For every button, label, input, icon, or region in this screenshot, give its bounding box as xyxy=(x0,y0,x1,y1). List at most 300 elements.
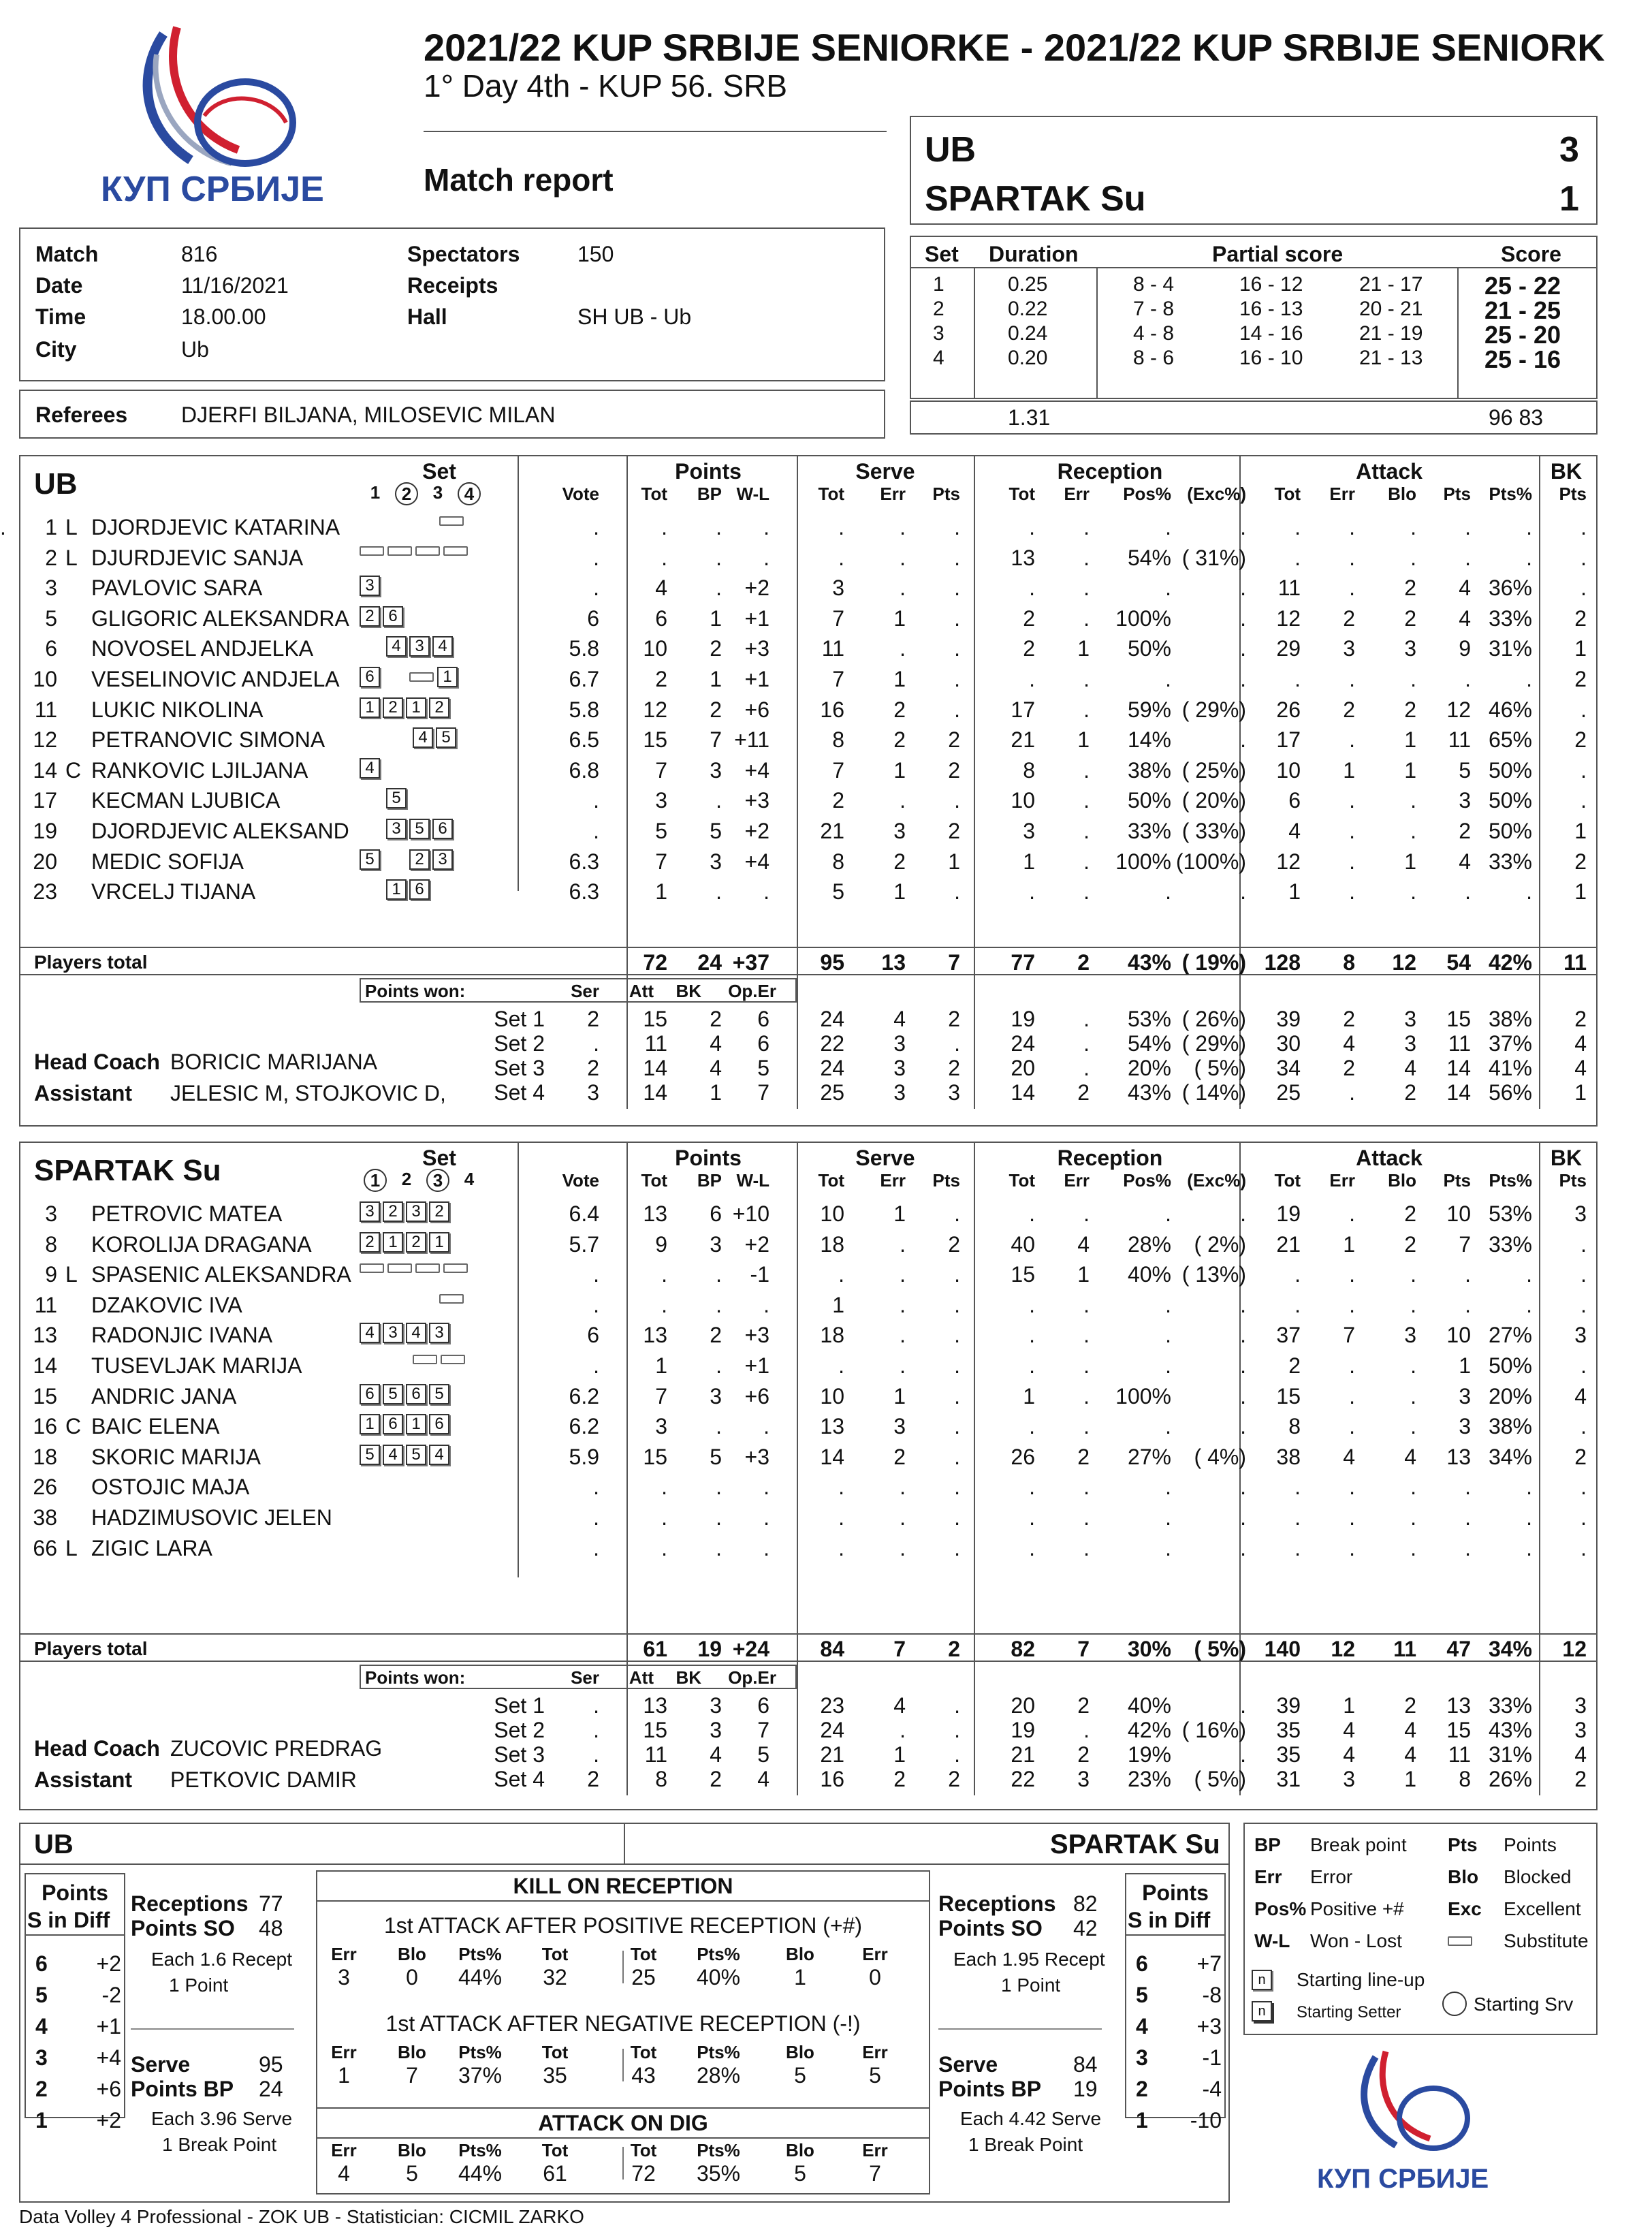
set-row-value: . xyxy=(1083,1031,1090,1056)
set-row-value: 1 xyxy=(893,1742,906,1767)
player-name: VRCELJ TIJANA xyxy=(91,879,256,904)
stat-value: 2 xyxy=(1077,1444,1090,1469)
stat-value: . xyxy=(1083,1353,1090,1378)
stat-value: . xyxy=(763,1535,769,1560)
stat-value: . xyxy=(1349,727,1355,753)
stat-value: 2 xyxy=(893,1444,906,1469)
starting-position: 5 xyxy=(386,788,407,808)
stat-value: . xyxy=(954,576,960,601)
stat-value: . xyxy=(716,788,722,813)
stat-value: . xyxy=(838,1505,844,1530)
col-pts: Pts xyxy=(1443,484,1471,504)
set-row-value: 6 xyxy=(757,1693,769,1718)
player-role: C xyxy=(65,1414,82,1439)
stat-value: 33% xyxy=(1488,849,1532,874)
set-score: 25 - 16 xyxy=(1484,345,1561,373)
home-points-so-value: 48 xyxy=(259,1916,283,1940)
substitute-icon xyxy=(415,546,440,556)
set-lineup xyxy=(360,576,462,600)
stat-value: 4 xyxy=(1288,819,1301,843)
starting-position: 5 xyxy=(360,849,380,870)
set-row-value: . xyxy=(1083,1056,1090,1080)
stat-value: 1 xyxy=(1574,879,1587,904)
starting-position: 1 xyxy=(406,1414,426,1434)
stat-value: 4 xyxy=(1404,1444,1416,1469)
team-name: UB xyxy=(34,467,78,501)
set-row-value: 2 xyxy=(948,1767,960,1791)
rotation-diff: -8 xyxy=(1202,1983,1222,2007)
total-value: 72 xyxy=(643,950,667,975)
stat-value: . xyxy=(1410,1262,1416,1287)
stat-value: 11 xyxy=(1448,727,1471,753)
total-value: 8 xyxy=(1343,950,1355,975)
away-serve-label: Serve xyxy=(938,2052,998,2077)
stat-value: 1 xyxy=(1343,757,1355,783)
stat-value: 6.2 xyxy=(569,1383,599,1409)
stat-value: 1 xyxy=(1574,819,1587,843)
stat-value: 59% xyxy=(1127,697,1171,722)
report-title: 2021/22 KUP SRBIJE SENIORKE - 2021/22 KUP SRBIJE SENIORK xyxy=(424,26,1605,69)
col-vote: Vote xyxy=(562,484,599,504)
player-role: L xyxy=(65,515,78,539)
starting-position: 6 xyxy=(432,819,453,839)
set-row-label: Set 3 xyxy=(494,1742,545,1767)
rotation-diff: +7 xyxy=(1196,1951,1222,1976)
stat-value: . xyxy=(1240,605,1246,631)
stat-value: . xyxy=(900,1475,906,1500)
total-value: 43% xyxy=(1127,950,1171,975)
stat-value: 5.9 xyxy=(569,1444,599,1469)
stat-value: . xyxy=(1165,667,1171,691)
set-row-value: ( 29%) xyxy=(1181,1031,1246,1056)
set-row-value: 4 xyxy=(710,1742,722,1767)
substitute-icon xyxy=(441,1355,465,1364)
set-row-value: 14 xyxy=(643,1080,667,1105)
stat-value: 2 xyxy=(1023,636,1035,661)
stat-value: 1 xyxy=(655,1353,667,1378)
stat-value: . xyxy=(954,1323,960,1348)
legend-key: Err xyxy=(1254,1866,1282,1887)
set-row-value: 2 xyxy=(1077,1742,1090,1767)
stat-value: . xyxy=(1083,1323,1090,1348)
legend-srv: Starting Srv xyxy=(1474,1994,1574,2015)
stat-value: 50% xyxy=(1488,788,1532,813)
stat-value: 8 xyxy=(1288,1414,1301,1439)
receipts-label: Receipts xyxy=(407,273,498,298)
player-name: SKORIC MARIJA xyxy=(91,1444,261,1469)
set-row-value: 2 xyxy=(948,1007,960,1031)
stat-value: 33% xyxy=(1127,819,1171,843)
rotation-position: 6 xyxy=(1136,1951,1148,1976)
stat-value: . xyxy=(1349,1262,1355,1287)
match-label: Match xyxy=(35,242,99,266)
kill-value: 5 xyxy=(406,2161,418,2186)
set-row-value: 1 xyxy=(1404,1767,1416,1791)
home-one-break-point: 1 Break Point xyxy=(162,2134,277,2155)
stat-value: . xyxy=(1083,1201,1090,1226)
stat-value: 27% xyxy=(1127,1444,1171,1469)
stat-value: 3 xyxy=(1459,1414,1471,1439)
total-value: 95 xyxy=(820,950,844,975)
stat-value: 5.8 xyxy=(569,636,599,661)
set-lineup xyxy=(360,1262,471,1287)
total-value: 11 xyxy=(1563,950,1587,975)
stat-value: 1 xyxy=(1404,727,1416,753)
set-row-value: . xyxy=(593,1031,599,1056)
points-won-label: Points won: xyxy=(365,1667,466,1688)
rotation-diff: -2 xyxy=(101,1983,121,2007)
stat-value: . xyxy=(1240,1323,1246,1348)
stat-value: . xyxy=(954,879,960,904)
stat-value: 10 xyxy=(1446,1201,1471,1226)
col-tot: Tot xyxy=(818,1170,844,1191)
away-receptions-value: 82 xyxy=(1073,1891,1098,1916)
col-pos: Pos% xyxy=(1123,1170,1171,1191)
stat-value: . xyxy=(1083,1535,1090,1560)
starting-position: 4 xyxy=(429,1445,449,1465)
set-lineup xyxy=(360,1232,452,1257)
starting-position: 1 xyxy=(360,697,380,718)
stat-value: . xyxy=(1410,545,1416,570)
set-row-value: 16 xyxy=(820,1767,844,1791)
col-tot: Tot xyxy=(818,484,844,504)
stat-value: . xyxy=(716,1505,722,1530)
stat-value: 11 xyxy=(1277,576,1301,601)
player-number: 12 xyxy=(33,727,57,753)
set-row-value: 4 xyxy=(1404,1718,1416,1742)
set-row-value: 39 xyxy=(1276,1007,1301,1031)
stat-value: . xyxy=(1526,879,1532,904)
set-row-value: . xyxy=(1240,1693,1246,1718)
stat-value: . xyxy=(1580,697,1587,722)
stat-value: . xyxy=(1294,667,1301,691)
set-lineup xyxy=(360,1414,452,1438)
stat-value: . xyxy=(1410,819,1416,843)
stat-value: 2 xyxy=(1459,819,1471,843)
kill-on-reception-title: KILL ON RECEPTION xyxy=(513,1874,733,1898)
set-row-value: 20 xyxy=(1011,1056,1035,1080)
stat-value: 33% xyxy=(1488,1231,1532,1257)
total-value: 12 xyxy=(1562,1637,1587,1661)
stat-value: . xyxy=(593,788,599,813)
away-team-name: SPARTAK Su xyxy=(925,179,1146,219)
player-number: 14 xyxy=(33,757,57,783)
stat-value: 16 xyxy=(820,697,844,722)
stat-value: . xyxy=(954,545,960,570)
stat-value: 7 xyxy=(710,727,722,753)
set-score: 21 - 25 xyxy=(1484,296,1561,324)
set-lineup xyxy=(360,788,462,813)
stat-value: . xyxy=(954,1444,960,1469)
kill-value: 5 xyxy=(794,2063,806,2088)
set-row-value: 4 xyxy=(1574,1056,1587,1080)
starting-position: 4 xyxy=(432,636,453,657)
stat-value: 6.8 xyxy=(569,757,599,783)
player-name: DJORDJEVIC KATARINA xyxy=(91,515,340,539)
total-value: 2 xyxy=(1077,950,1090,975)
set-row-label: Set 2 xyxy=(494,1718,545,1742)
set-row-value: 4 xyxy=(1574,1742,1587,1767)
stat-value: . xyxy=(716,879,722,904)
set-duration: 0.24 xyxy=(1008,322,1048,345)
set-row-value: 37% xyxy=(1488,1031,1532,1056)
stat-value: . xyxy=(716,1414,722,1439)
stat-value: . xyxy=(593,515,599,539)
total-value: 7 xyxy=(948,950,960,975)
stat-value: 6 xyxy=(587,605,599,631)
stat-value: . xyxy=(1410,1383,1416,1409)
stat-value: . xyxy=(661,1292,667,1317)
rotation-diff: +1 xyxy=(96,2014,121,2039)
total-value: 47 xyxy=(1446,1637,1471,1661)
stat-value: +2 xyxy=(744,819,769,843)
set-row-value: 56% xyxy=(1488,1080,1532,1105)
hall-label: Hall xyxy=(407,304,447,329)
stat-value: . xyxy=(1240,667,1246,691)
col-tot: Tot xyxy=(1008,1170,1035,1191)
set-row-label: Set 4 xyxy=(494,1767,545,1791)
set-row-value: ( 26%) xyxy=(1181,1007,1246,1031)
set-number-label: 2 xyxy=(395,482,418,505)
stat-value: +10 xyxy=(732,1201,769,1226)
col-err: Err xyxy=(1064,1170,1090,1191)
set-row-value: 2 xyxy=(710,1007,722,1031)
starting-position: 6 xyxy=(383,606,403,627)
set-row-label: Set 3 xyxy=(494,1056,545,1080)
partial-21: 20 - 21 xyxy=(1359,298,1423,320)
starting-position: 6 xyxy=(360,1384,380,1404)
substitute-icon xyxy=(439,1294,464,1304)
set-row-value: 40% xyxy=(1127,1693,1171,1718)
stat-value: 2 xyxy=(1343,605,1355,631)
stat-value: . xyxy=(838,1535,844,1560)
stat-value: . xyxy=(593,1292,599,1317)
stat-value: 65% xyxy=(1488,727,1532,753)
starting-position: 6 xyxy=(383,1414,403,1434)
stat-value: 6 xyxy=(710,1201,722,1226)
legend-key: W-L xyxy=(1254,1930,1290,1951)
stat-value: . xyxy=(1349,819,1355,843)
stat-value: 3 xyxy=(1459,788,1471,813)
stat-value: 9 xyxy=(1459,636,1471,661)
positive-reception-title: 1st ATTACK AFTER POSITIVE RECEPTION (+#) xyxy=(383,1913,863,1938)
stat-value: . xyxy=(1349,1535,1355,1560)
starting-position: 5 xyxy=(406,1445,426,1465)
stat-value: 53% xyxy=(1488,1201,1532,1226)
rotation-position: 4 xyxy=(35,2014,48,2039)
set-row-value: 2 xyxy=(587,1007,599,1031)
stat-value: 3 xyxy=(655,788,667,813)
stat-value: . xyxy=(954,1262,960,1287)
kill-value: 44% xyxy=(458,2161,503,2186)
set-row-value: 4 xyxy=(1343,1718,1355,1742)
stat-value: 2 xyxy=(1023,605,1035,631)
partial-16: 16 - 10 xyxy=(1239,347,1303,369)
stat-value: . xyxy=(1349,1292,1355,1317)
set-row-value: 13 xyxy=(1446,1693,1471,1718)
stat-value: 9 xyxy=(655,1231,667,1257)
stat-value: . xyxy=(1349,879,1355,904)
set-row-value: 3 xyxy=(1404,1031,1416,1056)
legend-desc: Won - Lost xyxy=(1310,1930,1402,1951)
stat-value: . xyxy=(1240,1353,1246,1378)
rotation-position: 3 xyxy=(1136,2045,1148,2070)
set-row-value: 31% xyxy=(1488,1742,1532,1767)
set-row-value: 2 xyxy=(710,1767,722,1791)
points-won-label: Points won: xyxy=(365,981,466,1001)
kill-value: 0 xyxy=(406,1965,418,1989)
kill-col-header: Pts% xyxy=(458,2042,502,2062)
stat-value: . xyxy=(1083,1505,1090,1530)
stat-value: ( 4%) xyxy=(1194,1444,1246,1469)
set-row-value: . xyxy=(954,1031,960,1056)
player-name: VESELINOVIC ANDJELA xyxy=(91,667,340,691)
stat-value: 5 xyxy=(832,879,844,904)
legend-key: Pts xyxy=(1448,1834,1478,1855)
lineup-marker-icon: n xyxy=(1252,1970,1275,1990)
stat-value: . xyxy=(900,1535,906,1560)
stat-value: 2 xyxy=(710,636,722,661)
col-reception: Reception xyxy=(1057,459,1163,484)
kill-value: 1 xyxy=(794,1965,806,1989)
stat-value: 3 xyxy=(1023,819,1035,843)
stat-value: . xyxy=(954,636,960,661)
set-score: 25 - 22 xyxy=(1484,272,1561,300)
starting-position: 1 xyxy=(360,1414,380,1434)
stat-value: . xyxy=(1029,1323,1035,1348)
away-points-bp-value: 19 xyxy=(1073,2077,1098,2101)
col-pts: Pts xyxy=(1443,1170,1471,1191)
player-number: 1 xyxy=(45,515,57,539)
stat-value: . xyxy=(1165,1505,1171,1530)
set-lineup xyxy=(360,727,459,752)
player-number: 11 xyxy=(34,697,57,722)
set-row-value: 1 xyxy=(710,1080,722,1105)
player-number: 15 xyxy=(33,1383,57,1409)
total-value: 13 xyxy=(881,950,906,975)
stat-value: 4 xyxy=(1343,1444,1355,1469)
set-duration: 0.20 xyxy=(1008,347,1048,369)
logo-text: КУП СРБИЈЕ xyxy=(101,170,324,209)
set-row-value: 4 xyxy=(757,1767,769,1791)
stat-value: . xyxy=(1580,1505,1587,1530)
stat-value: 10 xyxy=(1011,788,1035,813)
legend-desc: Blocked xyxy=(1504,1866,1572,1887)
stat-value: 46% xyxy=(1488,697,1532,722)
starting-position: 4 xyxy=(413,727,433,748)
legend-key: Pos% xyxy=(1254,1898,1307,1919)
stat-value: . xyxy=(661,1262,667,1287)
col-points: Points xyxy=(675,1146,742,1170)
partial-8: 7 - 8 xyxy=(1133,298,1175,320)
stat-value: 21 xyxy=(820,819,844,843)
stat-value: . xyxy=(1165,1414,1171,1439)
set-row-value: 35 xyxy=(1276,1742,1301,1767)
stat-value: 11 xyxy=(821,636,844,661)
stat-value: 1 xyxy=(893,879,906,904)
starting-position: 5 xyxy=(436,727,456,748)
starting-position: 2 xyxy=(360,606,380,627)
set-lineup xyxy=(360,546,471,570)
rotation-diff: -4 xyxy=(1202,2077,1222,2101)
set-row-value: 42% xyxy=(1127,1718,1171,1742)
stat-value: 26 xyxy=(1011,1444,1035,1469)
starting-position: 6 xyxy=(406,1384,426,1404)
stat-value: 4 xyxy=(1459,849,1471,874)
away-sets-won: 1 xyxy=(1559,179,1579,219)
home-one-point: 1 Point xyxy=(169,1975,229,1996)
stat-value: . xyxy=(838,1475,844,1500)
set-row-value: . xyxy=(954,1693,960,1718)
stat-value: . xyxy=(1349,849,1355,874)
total-value: +37 xyxy=(732,950,769,975)
players-total-label: Players total xyxy=(34,1638,148,1659)
set-row-value: 11 xyxy=(644,1742,667,1767)
stat-value: . xyxy=(954,1292,960,1317)
set-lineup xyxy=(360,1536,466,1560)
stat-value: . xyxy=(1349,545,1355,570)
stat-value: . xyxy=(593,1262,599,1287)
stat-value: 4 xyxy=(1459,605,1471,631)
stat-value: 3 xyxy=(1459,1383,1471,1409)
stat-value: . xyxy=(763,1505,769,1530)
stat-value: . xyxy=(1410,667,1416,691)
stat-value: . xyxy=(763,879,769,904)
stat-value: . xyxy=(1349,1505,1355,1530)
set-row-value: 2 xyxy=(1343,1007,1355,1031)
kill-value: 25 xyxy=(631,1965,656,1989)
stat-value: 2 xyxy=(1404,697,1416,722)
stat-value: . xyxy=(1580,515,1587,539)
stat-value: . xyxy=(661,1475,667,1500)
stat-value: 3 xyxy=(655,1414,667,1439)
stat-value: 1 xyxy=(1023,1383,1035,1409)
col-exc: (Exc%) xyxy=(1187,484,1246,504)
stat-value: . xyxy=(763,1475,769,1500)
kill-col-header: Err xyxy=(331,1944,357,1964)
player-name: TUSEVLJAK MARIJA xyxy=(91,1353,302,1378)
setter-marker-icon: n xyxy=(1252,2001,1275,2021)
stat-value: 13 xyxy=(820,1414,844,1439)
stat-value: 50% xyxy=(1488,757,1532,783)
set-row-value: 6 xyxy=(757,1031,769,1056)
stat-value: . xyxy=(1580,1414,1587,1439)
stat-value: . xyxy=(1083,1292,1090,1317)
stat-value: 8 xyxy=(1023,757,1035,783)
set-row-value: 4 xyxy=(893,1007,906,1031)
stat-value: . xyxy=(1526,667,1532,691)
stat-value: . xyxy=(838,1353,844,1378)
stat-value: . xyxy=(1029,1292,1035,1317)
set-row-value: 38% xyxy=(1488,1007,1532,1031)
stat-value: 6.3 xyxy=(569,879,599,904)
referees-label: Referees xyxy=(35,403,128,427)
set-row-value: 11 xyxy=(644,1031,667,1056)
stat-value: 17 xyxy=(1276,727,1301,753)
stat-value: . xyxy=(1083,697,1090,722)
away-rotation-diff-label: Diff xyxy=(1174,1908,1211,1932)
set-row-value: 15 xyxy=(643,1718,667,1742)
stat-value: 1 xyxy=(1404,757,1416,783)
col-err: Err xyxy=(880,1170,906,1191)
set-lineup xyxy=(360,819,456,843)
set-row-value: 2 xyxy=(1077,1080,1090,1105)
stat-value: . xyxy=(1083,819,1090,843)
stat-value: . xyxy=(1410,1292,1416,1317)
player-number: 14 xyxy=(33,1353,57,1378)
legend-lineup: Starting line-up xyxy=(1297,1969,1425,1990)
starting-position: 4 xyxy=(360,1323,380,1343)
